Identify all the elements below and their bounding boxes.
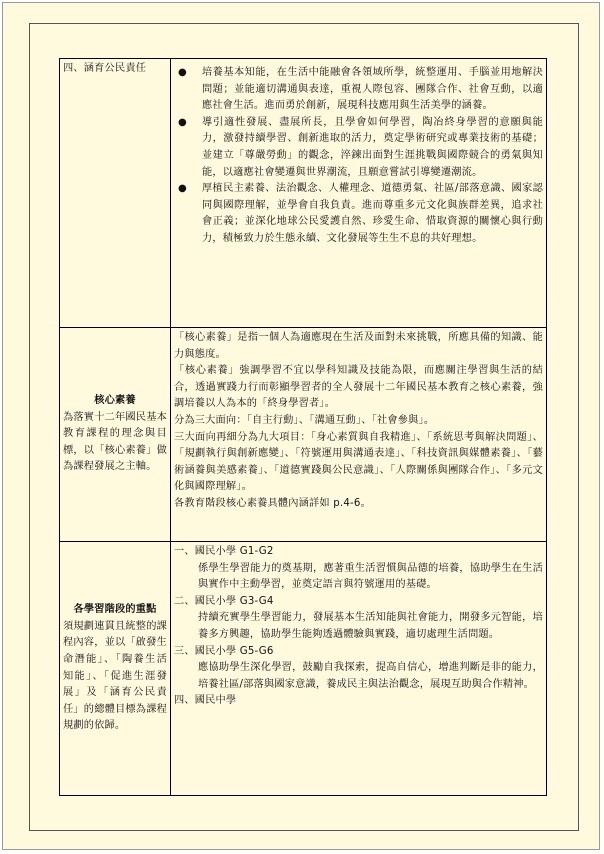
stage-heading: 二、國民小學 G3-G4 bbox=[174, 595, 274, 607]
stage-description: 持續充實學生學習能力，發展基本生活知能與社會能力，開發多元智能，培養多方興趣，協助學生能夠透過體驗與實踐，適切處理生活問題。 bbox=[198, 612, 543, 640]
row-label: 四、涵育公民責任 bbox=[63, 63, 147, 74]
list-item bbox=[174, 693, 543, 710]
goal-bullet-list bbox=[174, 65, 543, 248]
list-item bbox=[174, 644, 543, 694]
core-competency-paragraph: 分為三大面向：「自主行動」、「溝通互動」、「社會參與」。 bbox=[174, 414, 435, 426]
stage-heading: 四、國民中學 bbox=[174, 695, 237, 707]
row-content-cell bbox=[171, 59, 547, 328]
table-row bbox=[60, 542, 547, 796]
stage-heading: 三、國民小學 G5-G6 bbox=[174, 645, 274, 657]
stage-list bbox=[174, 544, 543, 710]
curriculum-table bbox=[59, 58, 547, 796]
list-item bbox=[174, 594, 543, 644]
stage-description: 應協助學生深化學習，鼓勵自我探索，提高自信心，增進判斷是非的能力，培養社區/部落與國家意識，養成民主與法治觀念，展現互助與合作精神。 bbox=[198, 662, 543, 690]
core-competency-paragraph: 三大面向再細分為九大項目：「身心素質與自我精進」、「系統思考與解決問題」、「規劃執行與創新應變」、「符號運用與溝通表達」、「科技資訊與媒體素養」、「藝術涵養與美感素養」、「道德實踐與公民意識」、「人際關係與團隊合作」、「多元文化與國際理解」。 bbox=[174, 431, 543, 493]
stage-heading: 一、國民小學 G1-G2 bbox=[174, 546, 274, 557]
row-label-heading: 核心素養 bbox=[94, 395, 136, 407]
core-competency-paragraph: 「核心素養」是指一個人為適應現在生活及面對未來挑戰，所應具備的知識、能力與態度。 bbox=[174, 332, 543, 360]
table-row bbox=[60, 59, 547, 328]
row-label-cell bbox=[60, 328, 171, 542]
stage-description: 係學生學習能力的奠基期，應著重生活習慣與品德的培養，協助學生在生活與實作中主動學習，並奠定語言與符號運用的基礎。 bbox=[198, 562, 543, 591]
row-label-cell bbox=[60, 542, 171, 796]
list-item: ● 厚植民主素養、法治觀念、人權理念、道德勇氣、社區/部落意識、國家認同與國際理解，並學會自我負責。進而尊重多元文化與族群差異，追求社會正義；並深化地球公民愛護自然、珍愛生命、惜取資源的關懷心與行動力，積極致力於生態永續、文化發展等生生不息的共好理想。 bbox=[174, 181, 543, 247]
row-content-cell bbox=[171, 542, 547, 796]
list-item: ● 導引適性發展、盡展所長，且學會如何學習，陶冶終身學習的意願與能力，激發持續學習、創新進取的活力，奠定學術研究或專業技術的基礎；並建立「尊嚴勞動」的觀念，淬鍊出面對生涯挑戰與國際競合的勇氣與知能，以適應社會變遷與世界潮流，且願意嘗試引導變遷潮流。 bbox=[174, 115, 543, 181]
row-label-cell bbox=[60, 59, 171, 328]
row-label-text: 須規劃連貫且統整的課程內容，並以「啟發生命潛能」、「陶養生活知能」、「促進生涯發展」及「涵育公民責任」的總體目標為課程規劃的依歸。 bbox=[63, 620, 167, 732]
row-label-text: 為落實十二年國民基本教育課程的理念與目標，以「核心素養」做為課程發展之主軸。 bbox=[63, 411, 167, 473]
core-competency-paragraph: 「核心素養」強調學習不宜以學科知識及技能為限，而應關注學習與生活的結合，透過實踐力行而彰顯學習者的全人發展十二年國民基本教育之核心素養，強調培養以人為本的「終身學習者」。 bbox=[174, 365, 543, 410]
list-item bbox=[174, 544, 543, 594]
row-content-cell bbox=[171, 328, 547, 542]
row-label-heading: 各學習階段的重點 bbox=[73, 604, 157, 616]
core-competency-paragraph: 各教育階段核心素養具體內涵詳如 p.4-6。 bbox=[174, 497, 371, 509]
list-item: ● 培養基本知能，在生活中能融會各領域所學，統整運用、手腦並用地解決問題；並能適切溝通與表達，重視人際包容、團隊合作、社會互動，以適應社會生活。進而勇於創新，展現科技應用與生活美學的涵養。 bbox=[174, 65, 543, 115]
table-row bbox=[60, 328, 547, 542]
